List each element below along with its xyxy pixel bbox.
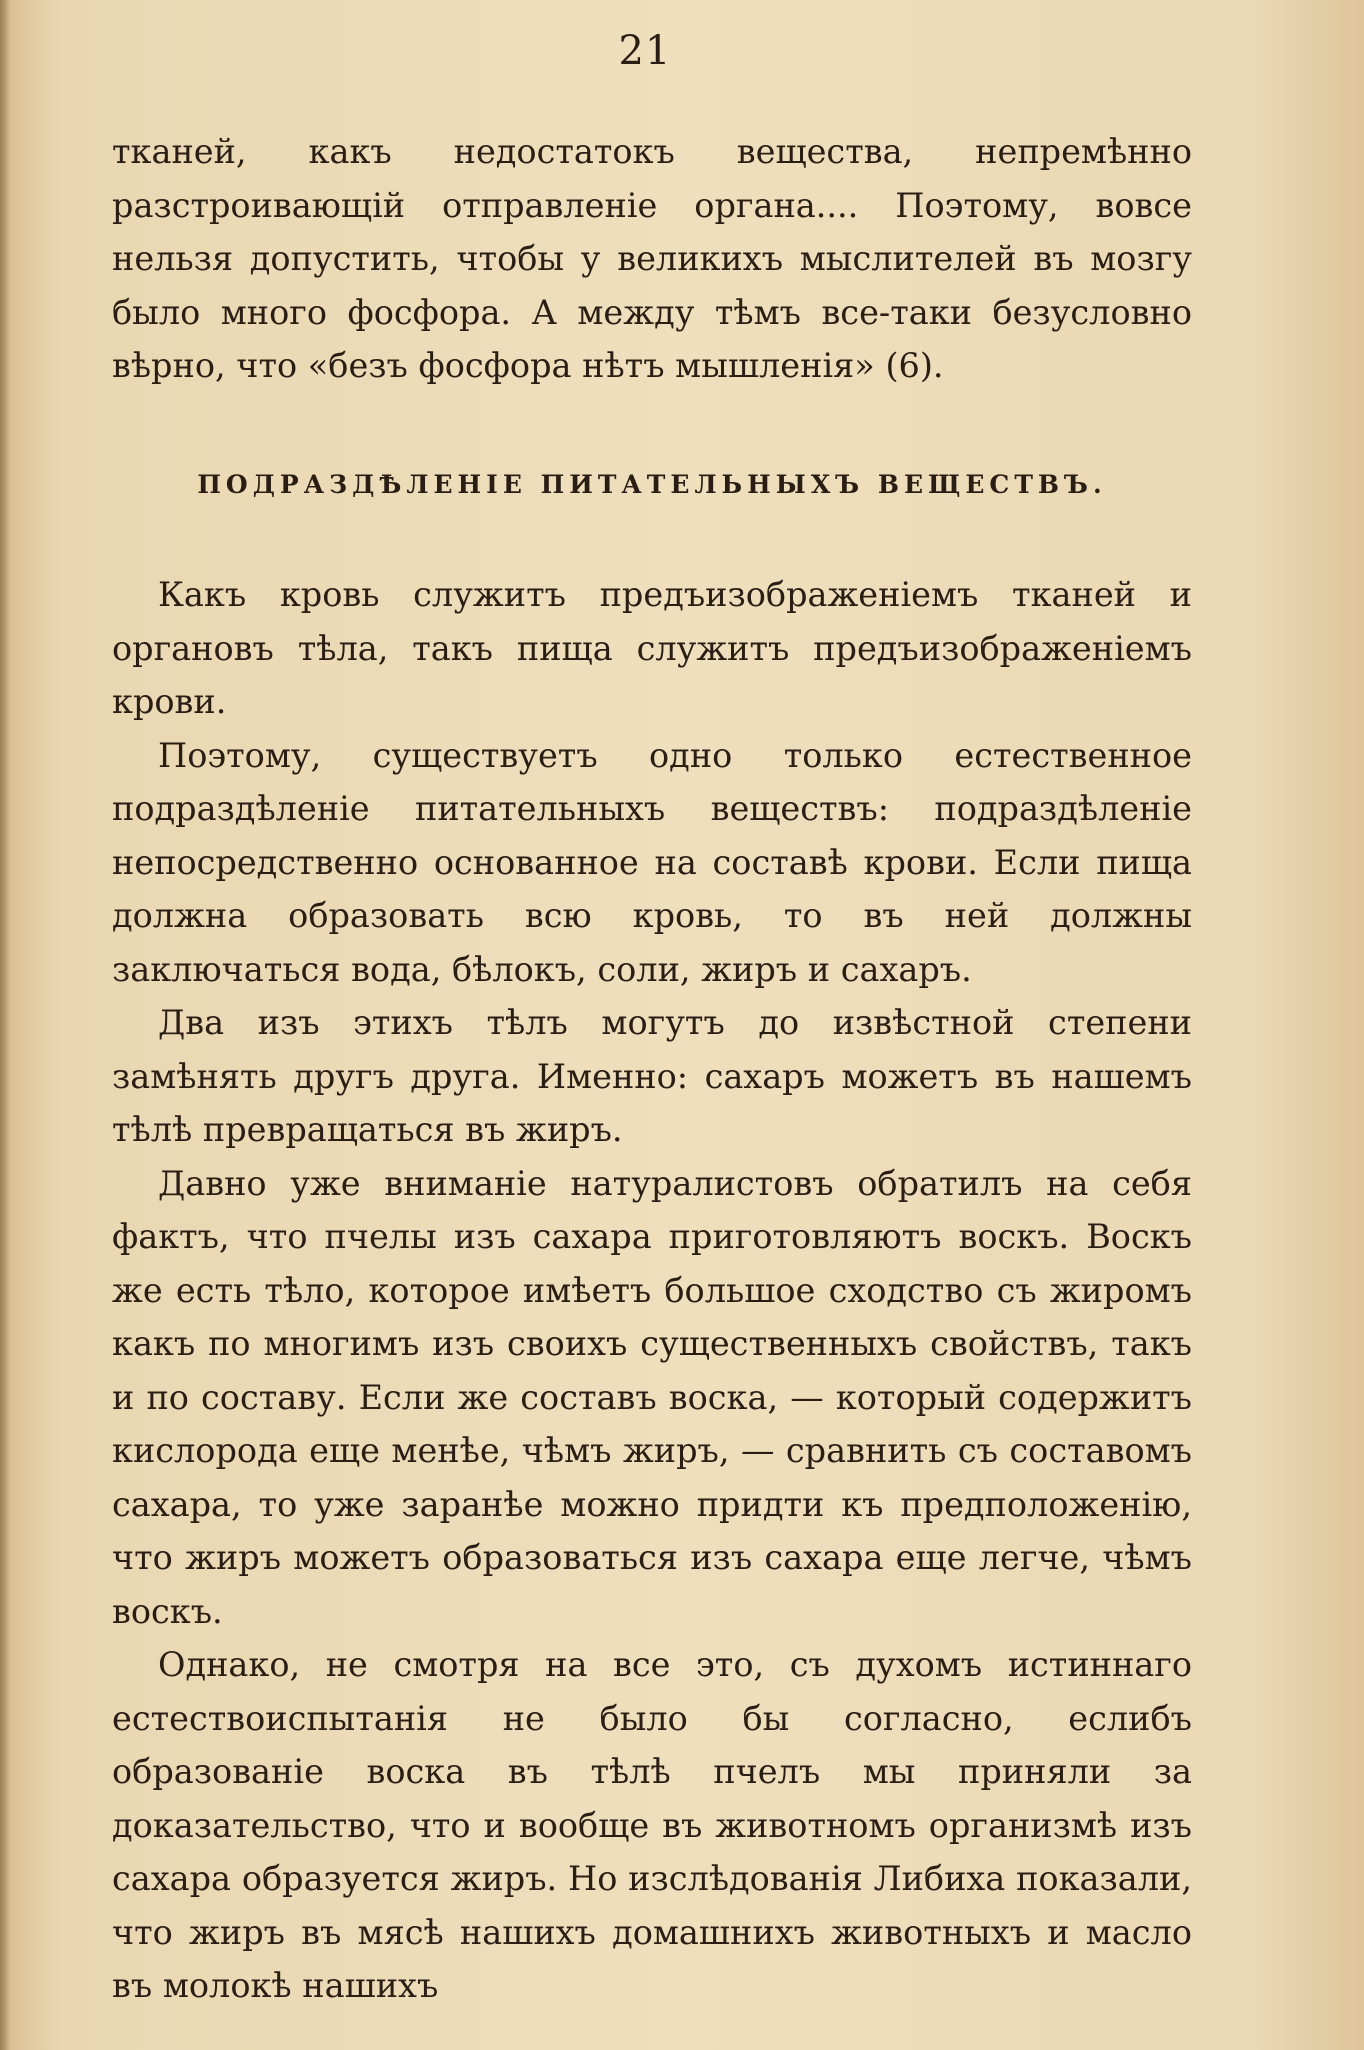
section-heading: ПОДРАЗДѢЛЕНІЕ ПИТАТЕЛЬНЫХЪ ВЕЩЕСТВЪ.: [197, 470, 1107, 499]
paragraph-3: Два изъ этихъ тѣлъ могутъ до извѣстной степени замѣнять другъ друга. Именно: сахаръ можетъ въ нашемъ тѣлѣ превращаться въ жиръ.: [112, 1003, 1192, 1149]
text-block-top: [112, 125, 1192, 393]
paragraph-1: Какъ кровь служитъ предъизображеніемъ тканей и органовъ тѣла, такъ пища служитъ предъизображеніемъ крови.: [112, 575, 1192, 721]
page-number: 21: [618, 28, 672, 74]
paragraph-4: Давно уже вниманіе натуралистовъ обратилъ на себя фактъ, что пчелы изъ сахара приготовляютъ воскъ. Воскъ же есть тѣло, которое имѣетъ большое сходство съ жиромъ какъ по многимъ изъ своихъ существенныхъ свойствъ, такъ и по составу. Если же составъ воска, — который содержитъ кислорода еще менѣе, чѣмъ жиръ, — сравнить съ составомъ сахара, то уже заранѣе можно придти къ предположенію, что жиръ можетъ образоваться изъ сахара еще легче, чѣмъ воскъ.: [112, 1163, 1192, 1631]
paragraph-5: Однако, не смотря на все это, съ духомъ истиннаго естествоиспытанія не было бы согласно, еслибъ образованіе воска въ тѣлѣ пчелъ мы приняли за доказательство, что и вообще въ животномъ организмѣ изъ сахара образуется жиръ. Но изслѣдованія Либиха показали, что жиръ въ мясѣ нашихъ домашнихъ животныхъ и масло въ молокѣ нашихъ: [112, 1645, 1192, 2005]
page-edge-shadow: [0, 0, 10, 2050]
paragraph-continuation: тканей, какъ недостатокъ вещества, непремѣнно разстроивающій отправленіе органа.... Поэтому, вовсе нельзя допустить, чтобы у великихъ мыслителей въ мозгу было много фосфора. А между тѣмъ все-таки безусловно вѣрно, что «безъ фосфора нѣтъ мышленія» (6).: [112, 132, 1192, 385]
text-block-main: [112, 568, 1192, 2013]
paragraph-2: Поэтому, существуетъ одно только естественное подраздѣленіе питательныхъ веществъ: подраздѣленіе непосредственно основанное на составѣ крови. Если пища должна образовать всю кровь, то въ ней должны заключаться вода, бѣлокъ, соли, жиръ и сахаръ.: [112, 735, 1192, 989]
